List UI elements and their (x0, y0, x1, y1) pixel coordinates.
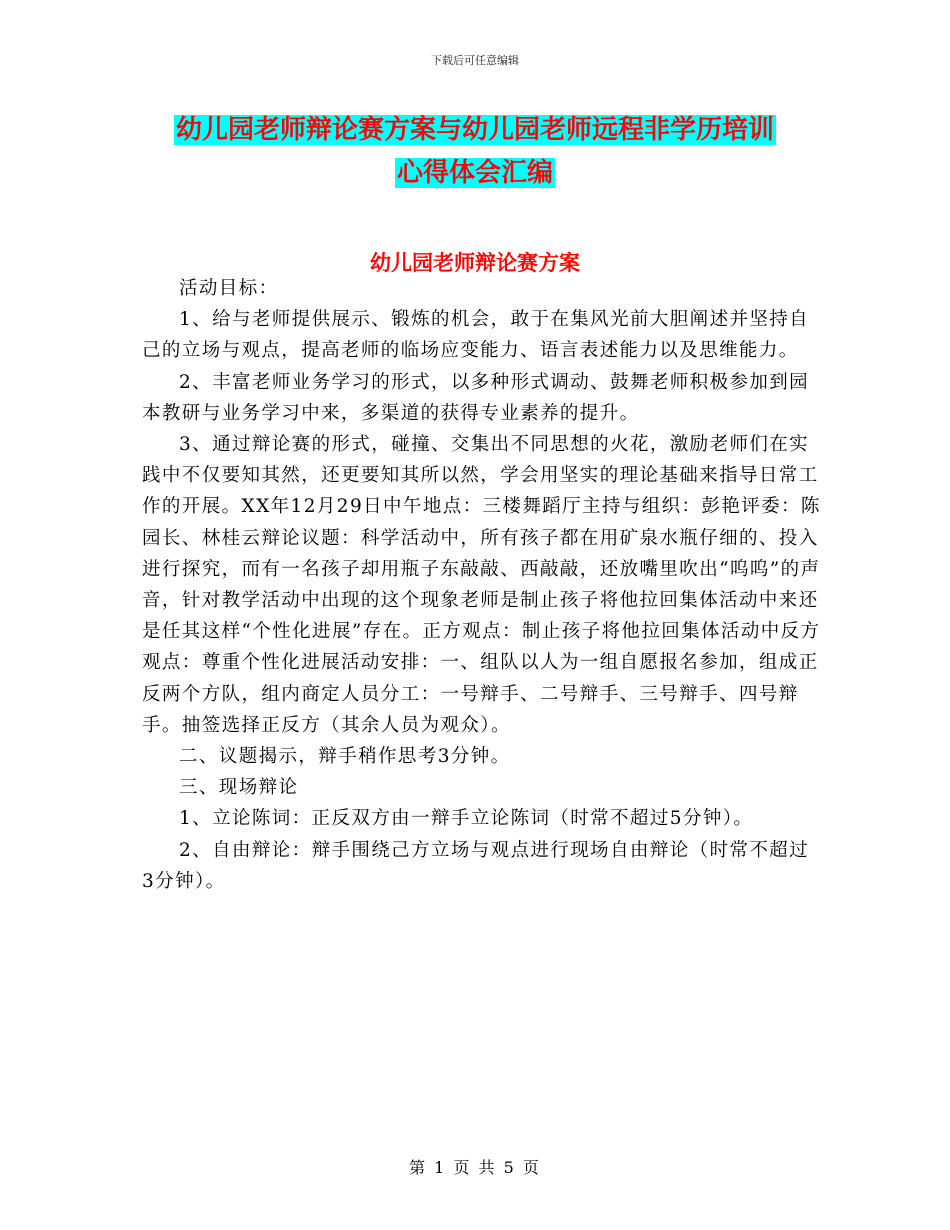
paragraph: 1、给与老师提供展示、锻炼的机会，敢于在集风光前大胆阐述并坚持自己的立场与观点，提高老师的临场应变能力、语言表述能力以及思维能力。 (142, 309, 810, 362)
document-title-line-1 (0, 112, 950, 148)
paragraph: 2、丰富老师业务学习的形式，以多种形式调动、鼓舞老师积极参加到园本教研与业务学习中来，多渠道的获得专业素养的提升。 (142, 371, 810, 424)
paragraph-goal-label: 活动目标： (179, 278, 279, 299)
paragraph: 1、立论陈词：正反双方由一辩手立论陈词（时常不超过5分钟）。 (179, 808, 754, 830)
paragraph: 三、现场辩论 (179, 777, 299, 799)
paragraph: 3、通过辩论赛的形式，碰撞、交集出不同思想的火花，激励老师们在实践中不仅要知其然，还更要知其所以然，学会用坚实的理论基础来指导日常工作的开展。XX年12月29日中午地点：三楼舞蹈厅主持与组织：彭艳评委：陈园长、林桂云辩论议题：科学活动中，所有孩子都在用矿泉水瓶仔细的、投入进行探究，而有一名孩子却用瓶子东敲敲、西敲敲，还放嘴里吹出“呜呜”的声音，针对教学活动中出现的这个现象老师是制止孩子将他拉回集体活动中来还是任其这样“个性化进展”存在。正方观点：制止孩子将他拉回集体活动中反方观点：尊重个性化进展活动安排：一、组队以人为一组自愿报名参加，组成正反两个方队，组内商定人员分工：一号辩手、二号辩手、三号辩手、四号辩手。抽签选择正反方（其余人员为观众）。 (142, 434, 821, 736)
section-heading: 幼儿园老师辩论赛方案 (370, 251, 580, 275)
paragraph: 2、自由辩论：辩手围绕己方立场与观点进行现场自由辩论（时常不超过3分钟）。 (142, 839, 810, 892)
paragraph: 二、议题揭示，辩手稍作思考3分钟。 (179, 746, 511, 768)
header-note: 下载后可任意编辑 (431, 54, 519, 67)
document-title-text-2: 心得体会汇编 (396, 158, 553, 188)
document-title-line-2 (0, 155, 950, 191)
document-body (142, 273, 822, 897)
document-title-text-1: 幼儿园老师辩论赛方案与幼儿园老师远程非学历培训 (175, 115, 774, 145)
page-footer: 第 1 页 共 5 页 (409, 1158, 541, 1177)
